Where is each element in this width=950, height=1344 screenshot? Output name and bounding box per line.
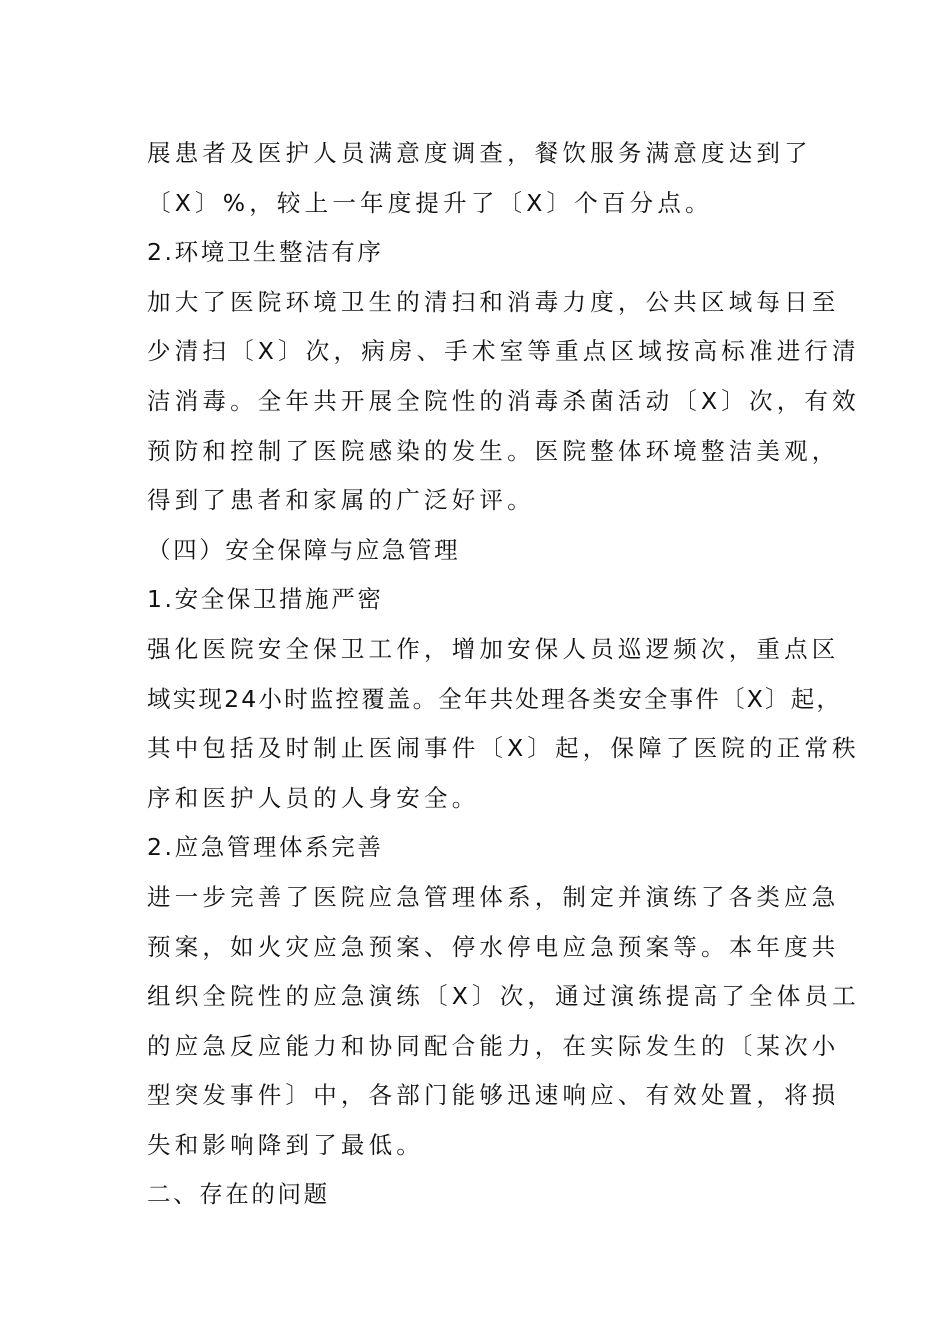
paragraph-line: 少清扫〔X〕次，病房、手术室等重点区域按高标准进行清 bbox=[147, 337, 860, 366]
subsection-heading: 1.安全保卫措施严密 bbox=[147, 585, 384, 614]
paragraph-line: 失和影响降到了最低。 bbox=[147, 1130, 424, 1159]
subsection-heading: 2.应急管理体系完善 bbox=[147, 833, 384, 862]
section-heading: （四）安全保障与应急管理 bbox=[147, 535, 461, 564]
paragraph-line: 的应急反应能力和协同配合能力，在实际发生的〔某次小 bbox=[147, 1031, 840, 1060]
paragraph-line: 其中包括及时制止医闹事件〔X〕起，保障了医院的正常秩 bbox=[147, 734, 860, 763]
paragraph-line: 〔X〕%，较上一年度提升了〔X〕个百分点。 bbox=[147, 188, 713, 217]
paragraph-line: 加大了医院环境卫生的清扫和消毒力度，公共区域每日至 bbox=[147, 287, 840, 316]
paragraph-line: 进一步完善了医院应急管理体系，制定并演练了各类应急 bbox=[147, 882, 840, 911]
subsection-heading: 2.环境卫生整洁有序 bbox=[147, 238, 384, 267]
paragraph-line: 得到了患者和家属的广泛好评。 bbox=[147, 486, 535, 515]
paragraph-line: 域实现24小时监控覆盖。全年共处理各类安全事件〔X〕起， bbox=[147, 684, 843, 713]
paragraph-line: 型突发事件〕中，各部门能够迅速响应、有效处置，将损 bbox=[147, 1081, 840, 1110]
document-page bbox=[147, 129, 860, 1220]
paragraph-line: 洁消毒。全年共开展全院性的消毒杀菌活动〔X〕次，有效 bbox=[147, 386, 860, 415]
paragraph-line: 预防和控制了医院感染的发生。医院整体环境整洁美观， bbox=[147, 436, 840, 465]
paragraph-line: 强化医院安全保卫工作，增加安保人员巡逻频次，重点区 bbox=[147, 634, 840, 663]
paragraph-line: 展患者及医护人员满意度调查，餐饮服务满意度达到了 bbox=[147, 139, 812, 167]
chapter-heading: 二、存在的问题 bbox=[147, 1180, 330, 1209]
paragraph-line: 组织全院性的应急演练〔X〕次，通过演练提高了全体员工 bbox=[147, 982, 860, 1011]
paragraph-line: 序和医护人员的人身安全。 bbox=[147, 783, 480, 812]
paragraph-line: 预案，如火灾应急预案、停水停电应急预案等。本年度共 bbox=[147, 932, 840, 961]
